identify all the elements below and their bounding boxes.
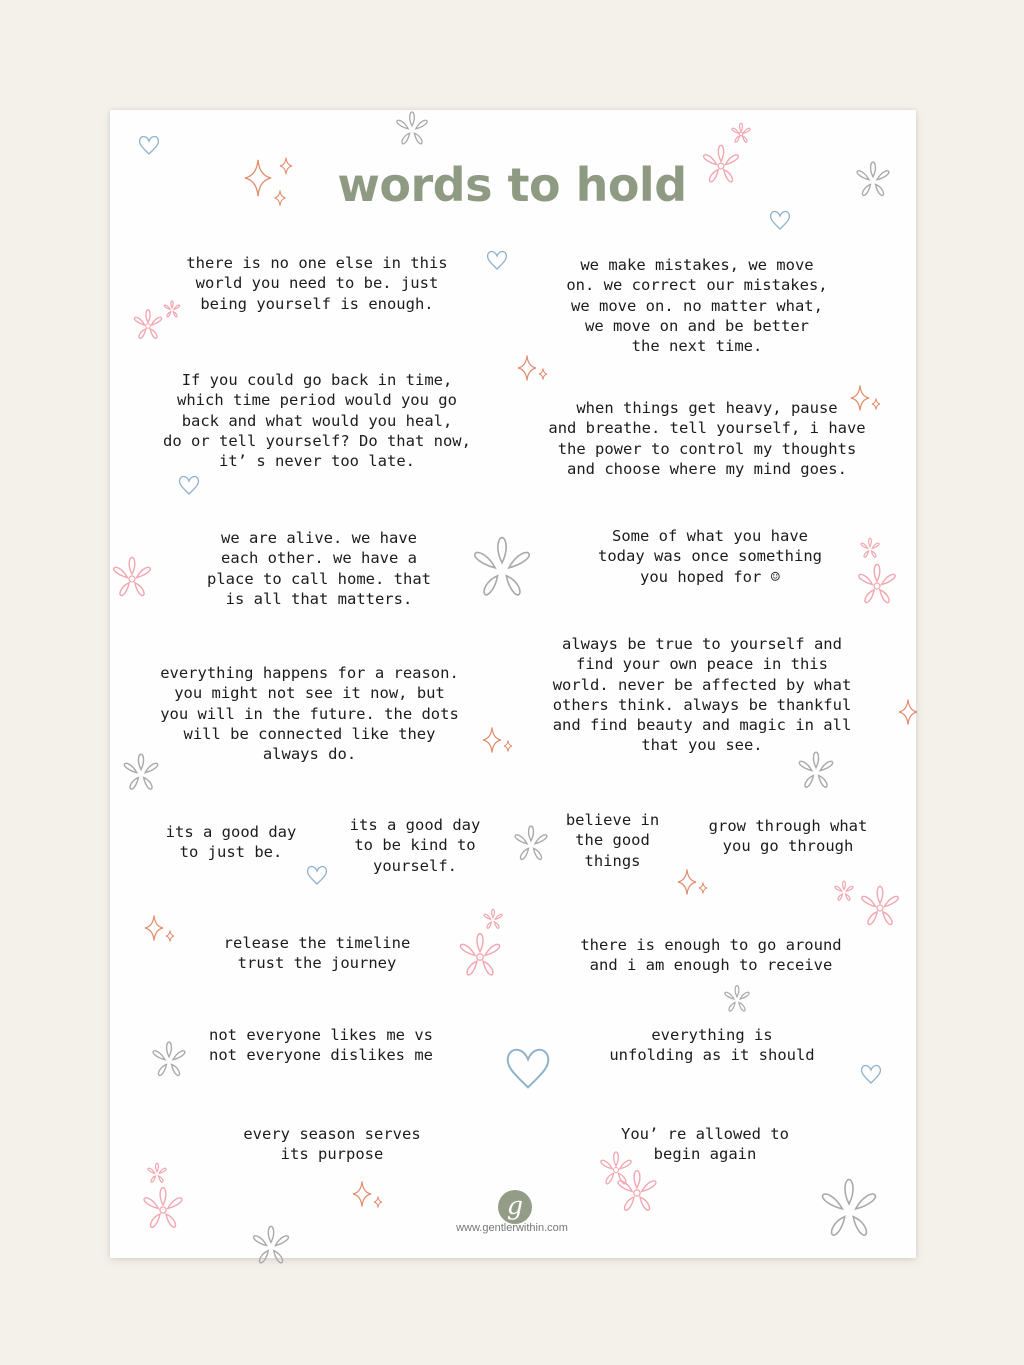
sparkle-icon [348, 1176, 388, 1218]
heart-icon [500, 1040, 556, 1096]
quote-enough-to-go-around: there is enough to go around and i am enough to receive [580, 936, 842, 975]
flower-icon [852, 160, 894, 202]
quote-grow-through: grow through what you go through [708, 817, 868, 856]
quote-things-get-heavy: when things get heavy, pause and breathe. tell yourself, i have the power to control my thoughts and choose where my mind goes. [548, 399, 866, 478]
quote-allowed-to-begin: You’ re allowed to begin again [621, 1125, 789, 1164]
quote-good-day-to-be: its a good day to just be. [165, 823, 297, 862]
quote-everything-happens: everything happens for a reason. you might not see it now, but you will in the future. the dots will be connected like they always do. [160, 664, 459, 764]
heart-icon [304, 862, 330, 888]
flower-icon [510, 824, 552, 866]
quote-hoped-for: Some of what you have today was once something you hoped for ☺ [598, 527, 822, 586]
heart-icon [484, 247, 510, 273]
flower-icon [130, 308, 166, 344]
quote-be-true-to-yourself: always be true to yourself and find your own peace in this world. never be affected by what others think. always be thankful and find beauty and magic in all that you see. [552, 635, 852, 755]
heart-icon [136, 132, 162, 158]
quote-good-day-kind: its a good day to be kind to yourself. [349, 816, 481, 875]
flower-icon [853, 562, 901, 610]
flower-icon [698, 143, 744, 189]
flower-icon [108, 555, 156, 603]
sparkle-icon [478, 722, 518, 764]
quote-go-back-in-time: If you could go back in time, which time period would you go back and what would you heal, do or tell yourself? Do that now, it’ s never too late. [163, 371, 471, 471]
quote-we-are-alive: we are alive. we have each other. we have a place to call home. that is all that matters. [207, 529, 431, 608]
quote-release-timeline: release the timeline trust the journey [223, 934, 411, 973]
quote-every-season: every season serves its purpose [243, 1125, 421, 1164]
flower-icon [612, 1168, 662, 1218]
flower-icon [148, 1040, 190, 1082]
flower-icon [814, 1176, 884, 1246]
flower-icon [856, 884, 904, 932]
flower-icon [466, 534, 538, 606]
flower-icon [832, 880, 856, 904]
flower-icon [119, 752, 163, 796]
flower-icon [145, 1162, 169, 1186]
flower-icon [454, 931, 506, 983]
flower-icon [481, 908, 505, 932]
sparkle-icon [236, 152, 298, 210]
flower-icon [858, 537, 882, 561]
sparkle-icon [846, 380, 886, 422]
flower-icon [392, 110, 432, 150]
quote-not-everyone: not everyone likes me vs not everyone dislikes me [209, 1026, 433, 1065]
sparkle-icon [673, 864, 713, 906]
quote-we-make-mistakes: we make mistakes, we move on. we correct our mistakes, we move on. no matter what, we move on and be better the next time. [566, 256, 828, 356]
quote-believe-in-good: believe in the good things [565, 811, 660, 870]
sparkle-icon [513, 350, 553, 392]
quote-unfolding: everything is unfolding as it should [609, 1026, 815, 1065]
heart-icon [858, 1061, 884, 1087]
flower-icon [729, 122, 753, 146]
brand-logo: g [498, 1190, 532, 1224]
quote-no-one-else: there is no one else in this world you need to be. just being yourself is enough. [186, 254, 448, 313]
page-title: words to hold [337, 158, 687, 212]
flower-icon [162, 300, 182, 320]
heart-icon [767, 207, 793, 233]
sparkle-icon [895, 692, 925, 732]
website-url: www.gentlerwithin.com [456, 1222, 568, 1234]
sparkle-icon [140, 910, 180, 952]
flower-icon [794, 750, 838, 794]
flower-icon [721, 984, 753, 1016]
heart-icon [176, 472, 202, 498]
